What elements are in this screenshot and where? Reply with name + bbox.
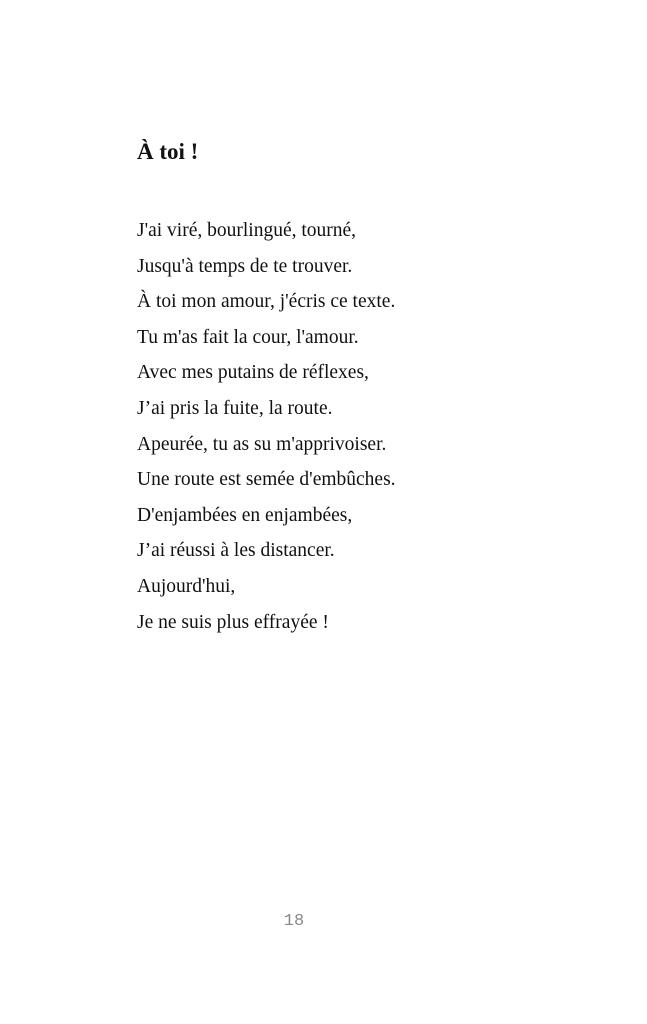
poem-line: Une route est semée d'embûches. [137, 469, 396, 491]
poem-title: À toi ! [137, 139, 199, 164]
poem-line: J’ai réussi à les distancer. [137, 540, 335, 562]
page-number: 18 [283, 912, 305, 931]
poem-line: Tu m'as fait la cour, l'amour. [137, 326, 359, 348]
poem-line: Je ne suis plus effrayée ! [137, 611, 329, 633]
poem-line: Aujourd'hui, [137, 575, 236, 597]
poem-line: D'enjambées en enjambées, [137, 504, 353, 526]
poem-line: Jusqu'à temps de te trouver. [137, 255, 353, 277]
poem-line: J'ai viré, bourlingué, tourné, [137, 220, 357, 241]
poem-line: J’ai pris la fuite, la route. [137, 397, 333, 419]
poem-line: Avec mes putains de réflexes, [137, 362, 369, 384]
poem-line: Apeurée, tu as su m'apprivoiser. [137, 433, 387, 455]
poem-line: À toi mon amour, j'écris ce texte. [137, 291, 396, 313]
poem-body [137, 213, 396, 640]
